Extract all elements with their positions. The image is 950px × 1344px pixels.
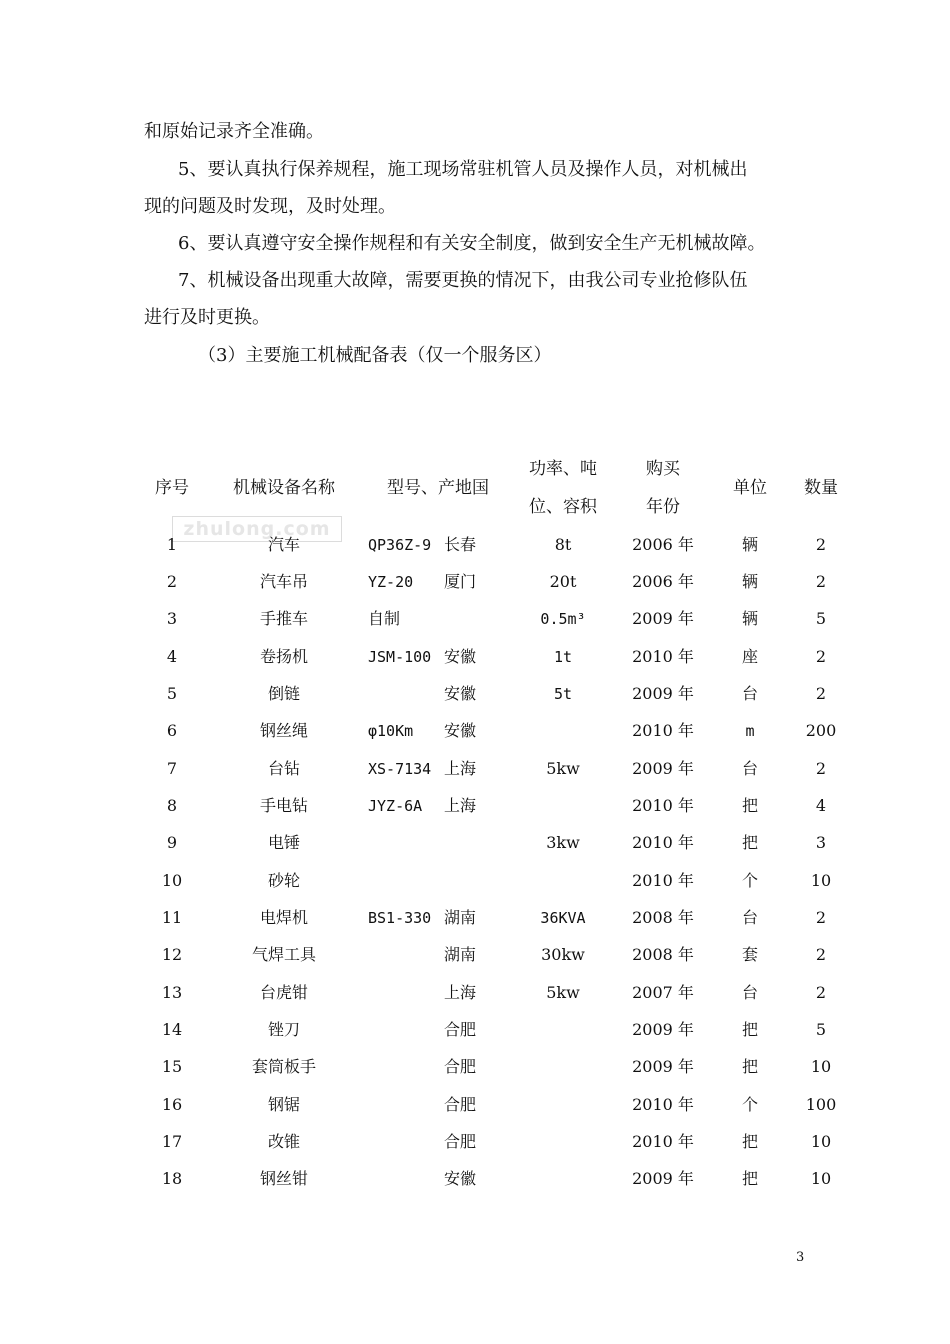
header-power-line-1: 功率、吨 [529,459,597,479]
cell-origin: 合肥 [444,1020,477,1039]
cell-name: 倒链 [267,684,300,703]
table-row [0,682,950,706]
cell-qty: 10 [810,1057,832,1076]
cell-year: 2010 年 [632,833,694,852]
header-model: 型号、产地国 [387,478,489,498]
cell-origin: 合肥 [444,1057,477,1076]
cell-qty: 200 [805,721,837,740]
cell-model: BS1-330 [368,909,432,927]
cell-qty: 5 [815,1020,827,1039]
cell-power: 3kw [546,833,580,852]
header-qty: 数量 [804,478,838,498]
cell-origin: 合肥 [444,1095,477,1114]
cell-year: 2009 年 [632,1169,694,1188]
cell-qty: 10 [810,1132,832,1151]
cell-seq: 16 [161,1095,183,1114]
table-row [0,981,950,1005]
cell-qty: 10 [810,871,832,890]
cell-name: 改锥 [267,1132,300,1151]
cell-power: 5kw [546,759,580,778]
cell-seq: 8 [166,796,178,815]
cell-origin: 上海 [444,796,477,815]
cell-seq: 18 [161,1169,183,1188]
cell-power: 36KVA [540,909,586,927]
page-number: 3 [796,1250,805,1265]
cell-year: 2007 年 [632,983,694,1002]
paragraph-item-7-line-1: 7、机械设备出现重大故障，需要更换的情况下，由我公司专业抢修队伍 [178,270,748,291]
cell-year: 2010 年 [632,647,694,666]
cell-unit: 台 [741,759,758,778]
table-row [0,906,950,930]
cell-power: 5kw [546,983,580,1002]
cell-name: 卷扬机 [259,647,308,666]
table-row [0,869,950,893]
cell-power: 30kw [541,945,585,964]
cell-year: 2009 年 [632,1020,694,1039]
cell-origin: 厦门 [444,572,477,591]
header-seq: 序号 [155,478,189,498]
cell-seq: 6 [166,721,178,740]
cell-name: 手推车 [259,609,308,628]
cell-seq: 2 [166,572,178,591]
cell-qty: 2 [815,983,827,1002]
cell-year: 2006 年 [632,572,694,591]
cell-seq: 12 [161,945,183,964]
cell-year: 2009 年 [632,684,694,703]
cell-name: 锉刀 [267,1020,300,1039]
cell-model: JYZ-6A [368,797,423,815]
table-row [0,719,950,743]
table-row [0,794,950,818]
cell-unit: 辆 [741,609,758,628]
cell-qty: 3 [815,833,827,852]
cell-name: 手电钻 [259,796,308,815]
cell-unit: 个 [741,1095,758,1114]
watermark: zhulong.com [172,516,342,542]
cell-year: 2010 年 [632,871,694,890]
cell-unit: 个 [741,871,758,890]
cell-power: 20t [549,572,577,591]
table-row [0,1018,950,1042]
cell-model: JSM-100 [368,648,432,666]
cell-name: 台虎钳 [259,983,308,1002]
table-row [0,570,950,594]
table-row [0,1167,950,1191]
cell-power: 1t [553,648,573,666]
cell-qty: 4 [815,796,827,815]
cell-unit: 把 [741,1169,758,1188]
cell-unit: 座 [741,647,758,666]
cell-unit: 台 [741,684,758,703]
cell-name: 汽车 [267,535,300,554]
table-row [0,645,950,669]
cell-seq: 17 [161,1132,183,1151]
table-row [0,943,950,967]
cell-origin: 上海 [444,759,477,778]
cell-unit: m [745,722,755,740]
cell-origin: 湖南 [444,908,477,927]
cell-qty: 100 [805,1095,837,1114]
header-unit: 单位 [733,478,767,498]
paragraph-item-6: 6、要认真遵守安全操作规程和有关安全制度，做到安全生产无机械故障。 [178,233,766,254]
cell-seq: 15 [161,1057,183,1076]
cell-power: 8t [554,535,572,554]
cell-seq: 14 [161,1020,183,1039]
cell-seq: 13 [161,983,183,1002]
cell-qty: 2 [815,684,827,703]
cell-year: 2010 年 [632,796,694,815]
paragraph-item-7-line-2: 进行及时更换。 [144,307,270,328]
cell-year: 2009 年 [632,759,694,778]
cell-unit: 辆 [741,572,758,591]
paragraph-item-5-line-1: 5、要认真执行保养规程，施工现场常驻机管人员及操作人员，对机械出 [178,159,748,180]
cell-power: 0.5m³ [540,610,586,628]
cell-year: 2010 年 [632,1095,694,1114]
table-row [0,831,950,855]
cell-qty: 2 [815,647,827,666]
cell-origin: 合肥 [444,1132,477,1151]
header-power-line-2: 位、容积 [529,497,597,517]
cell-unit: 把 [741,833,758,852]
cell-model: φ10Km [368,722,414,740]
paragraph-item-5-line-2: 现的问题及时发现，及时处理。 [144,196,396,217]
cell-qty: 2 [815,945,827,964]
cell-name: 汽车吊 [259,572,308,591]
cell-origin: 安徽 [444,647,477,666]
table-row [0,1130,950,1154]
cell-name: 砂轮 [267,871,300,890]
cell-unit: 辆 [741,535,758,554]
cell-name: 钢丝绳 [259,721,308,740]
cell-seq: 4 [166,647,178,666]
cell-qty: 10 [810,1169,832,1188]
paragraph-line-1: 和原始记录齐全准确。 [144,121,324,142]
cell-year: 2010 年 [632,1132,694,1151]
cell-seq: 1 [166,535,178,554]
cell-qty: 2 [815,572,827,591]
cell-qty: 2 [815,535,827,554]
cell-name: 台钻 [267,759,300,778]
cell-origin: 安徽 [444,1169,477,1188]
cell-unit: 把 [741,1020,758,1039]
section-heading: （3）主要施工机械配备表（仅一个服务区） [198,345,552,366]
cell-origin: 长春 [444,535,477,554]
table-row [0,607,950,631]
cell-origin: 湖南 [444,945,477,964]
table-row [0,1093,950,1117]
cell-unit: 台 [741,908,758,927]
cell-power: 5t [553,685,573,703]
cell-unit: 把 [741,1132,758,1151]
cell-origin: 安徽 [444,684,477,703]
cell-model: QP36Z-9 [368,536,432,554]
cell-seq: 11 [161,908,183,927]
cell-unit: 套 [741,945,758,964]
cell-year: 2010 年 [632,721,694,740]
cell-origin: 安徽 [444,721,477,740]
cell-year: 2009 年 [632,609,694,628]
cell-name: 套筒板手 [251,1057,316,1076]
cell-seq: 3 [166,609,178,628]
cell-qty: 2 [815,759,827,778]
cell-year: 2009 年 [632,1057,694,1076]
cell-unit: 台 [741,983,758,1002]
cell-model: YZ-20 [368,573,414,591]
cell-seq: 7 [166,759,178,778]
cell-seq: 9 [166,833,178,852]
cell-name: 钢锯 [267,1095,300,1114]
cell-model: 自制 [368,609,401,628]
cell-origin: 上海 [444,983,477,1002]
header-name: 机械设备名称 [233,478,335,498]
cell-model: XS-7134 [368,760,432,778]
cell-qty: 5 [815,609,827,628]
cell-name: 电焊机 [259,908,308,927]
table-row [0,533,950,557]
table-row [0,1055,950,1079]
cell-qty: 2 [815,908,827,927]
cell-unit: 把 [741,796,758,815]
cell-seq: 10 [161,871,183,890]
cell-name: 钢丝钳 [259,1169,308,1188]
cell-name: 气焊工具 [251,945,316,964]
cell-year: 2006 年 [632,535,694,554]
header-year-line-1: 购买 [646,459,680,479]
cell-seq: 5 [166,684,178,703]
cell-unit: 把 [741,1057,758,1076]
cell-name: 电锤 [267,833,300,852]
cell-year: 2008 年 [632,945,694,964]
cell-year: 2008 年 [632,908,694,927]
table-row [0,757,950,781]
header-year-line-2: 年份 [646,497,680,517]
